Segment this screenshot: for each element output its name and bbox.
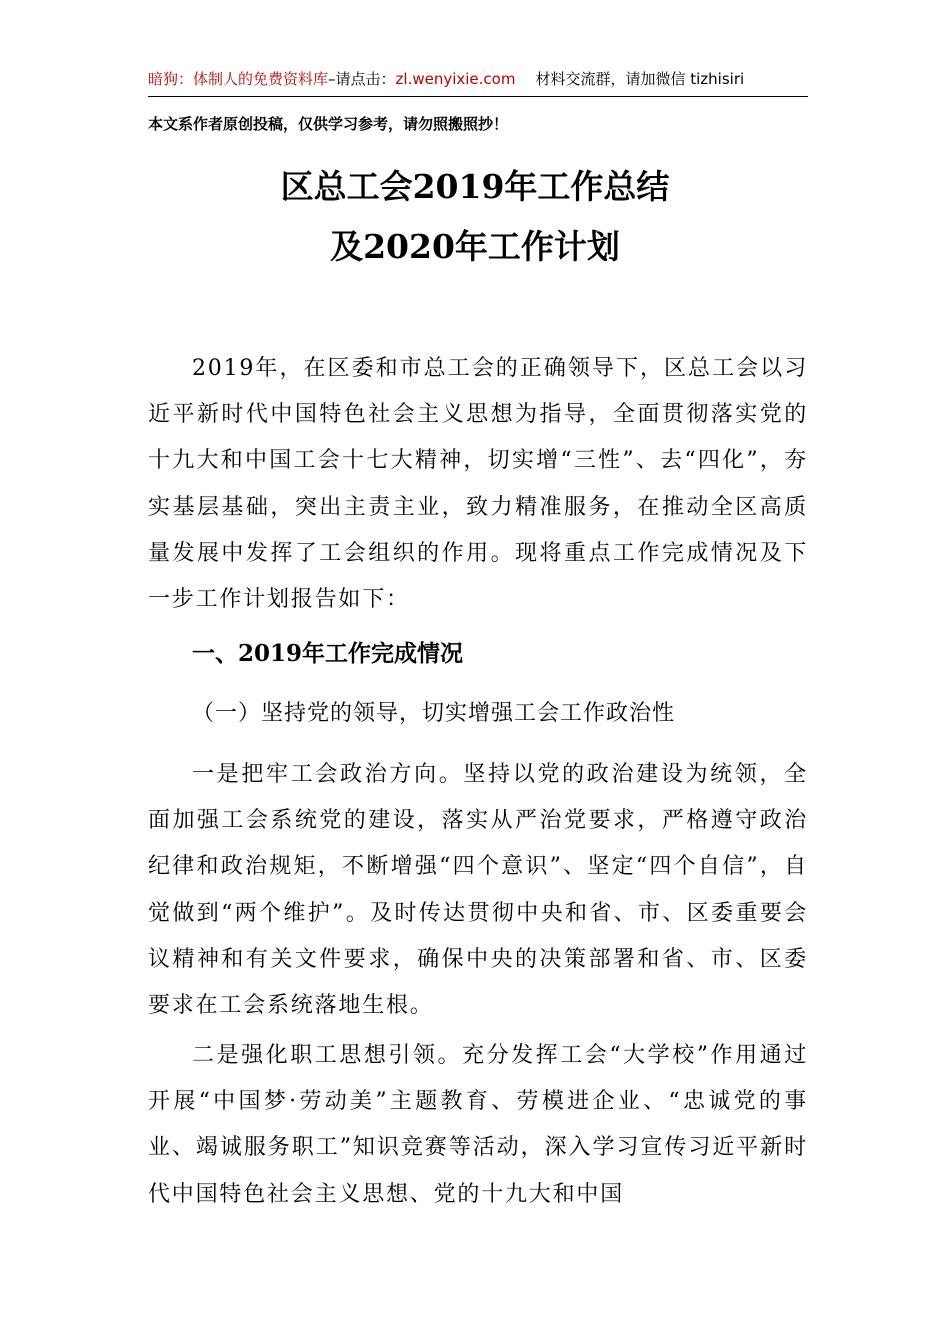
subsection-heading: （一）坚持党的领导，切实增强工会工作政治性 — [192, 701, 676, 726]
section-heading: 一、2019年工作完成情况 — [192, 640, 464, 667]
header-site-link[interactable]: zl.wenyixie.com — [395, 70, 516, 88]
header-banner — [148, 62, 808, 97]
paragraph-ideological-guidance: 二是强化职工思想引领。充分发挥工会“大学校”作用通过开展“中国梦·劳动美”主题教育、劳模进企业、“忠诚党的事业、竭诚服务职工”知识竞赛等活动，深入学习宣传习近平新时代中国特色社会主义思想、党的十九大和中国 — [148, 1043, 808, 1207]
header-brand: 暗狗：体制人的免费资料库 — [148, 70, 329, 88]
copyright-note: 本文系作者原创投稿，仅供学习参考，请勿照搬照抄！ — [148, 115, 509, 133]
document-title-line2: 及2020年工作计划 — [330, 227, 620, 266]
document-title-line1: 区总工会2019年工作总结 — [280, 167, 670, 206]
intro-paragraph: 2019年，在区委和市总工会的正确领导下，区总工会以习近平新时代中国特色社会主义思想为指导，全面贯彻落实党的十九大和中国工会十七大精神，切实增“三性”、去“四化”，夯实基层基础，突出主责主业，致力精准服务，在推动全区高质量发展中发挥了工会组织的作用。现将重点工作完成情况及下一步工作计划报告如下： — [148, 356, 808, 613]
header-group-note: 材料交流群，请加微信 tizhisiri — [535, 70, 745, 88]
paragraph-political-direction: 一是把牢工会政治方向。坚持以党的政治建设为统领，全面加强工会系统党的建设，落实从严治党要求，严格遵守政治纪律和政治规矩，不断增强“四个意识”、坚定“四个自信”，自觉做到“两个维护”。及时传达贯彻中央和省、市、区委重要会议精神和有关文件要求，确保中央的决策部署和省、市、区委要求在工会系统落地生根。 — [148, 762, 808, 1019]
header-click-prompt: –请点击： — [328, 70, 396, 88]
